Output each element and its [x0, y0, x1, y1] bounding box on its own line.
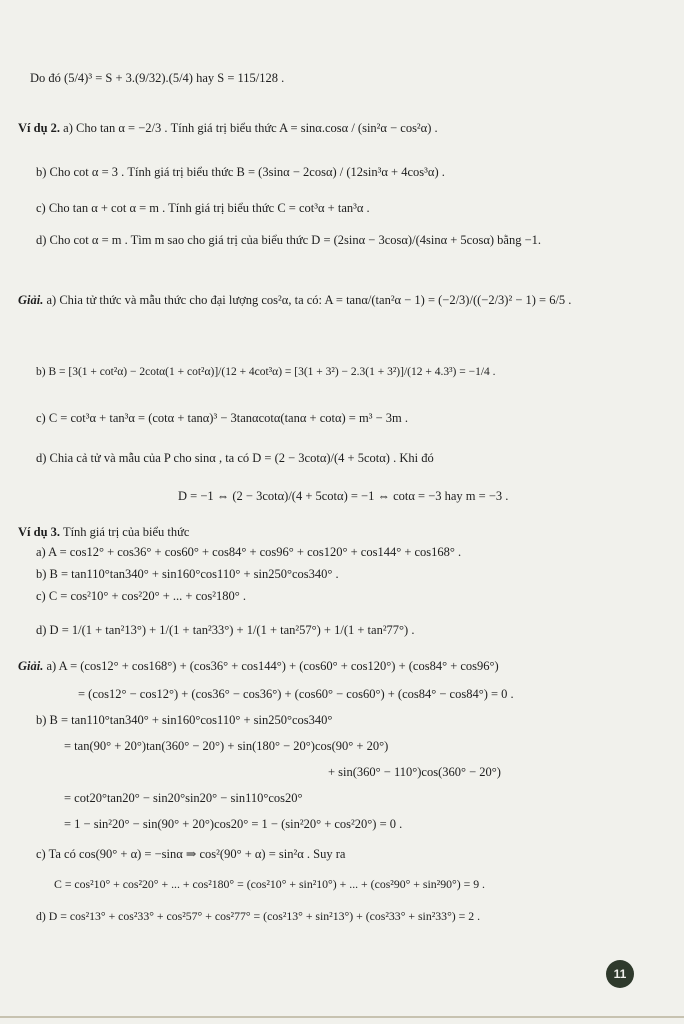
solution-3-b-line2: = tan(90° + 20°)tan(360° − 20°) + sin(180° − 20°)cos(90° + 20°): [64, 739, 389, 753]
example-3-title: Tính giá trị của biểu thức: [62, 525, 190, 539]
solution-3-d: d) D = cos²13° + cos²33° + cos²57° + cos²77° = (cos²13° + sin²13°) + (cos²33° + sin²33°) = 2 .: [36, 909, 481, 923]
example-3-c: c) C = cos²10° + cos²20° + ... + cos²180° .: [36, 589, 246, 603]
solution-2-d: d) Chia cả tử và mẫu của P cho sinα , ta có D = (2 − 3cotα)/(4 + 5cotα) . Khi đó: [36, 451, 434, 465]
solution-3-a-line1: [18, 658, 499, 674]
example-3-label: Ví dụ 3.: [18, 525, 61, 539]
example-2-a-text: a) Cho tan α = −2/3 . Tính giá trị biểu thức A = sinα.cosα / (sin²α − cos²α) .: [63, 121, 438, 135]
example-2-line-a: [18, 120, 438, 136]
solution-3-b-line3: + sin(360° − 110°)cos(360° − 20°): [328, 765, 501, 779]
solution-3-a-text: a) A = (cos12° + cos168°) + (cos36° + cos144°) + (cos60° + cos120°) + (cos84° + cos96°): [46, 659, 499, 673]
solution-2-a: [18, 292, 571, 308]
example-2-c: c) Cho tan α + cot α = m . Tính giá trị biểu thức C = cot³α + tan³α .: [36, 201, 370, 215]
solution-label: Giải.: [18, 293, 44, 307]
example-2-b: b) Cho cot α = 3 . Tính giá trị biểu thức B = (3sinα − 2cosα) / (12sin³α + 4cos³α) .: [36, 165, 445, 179]
solution-2-d-conclusion: D = −1 ⇔ (2 − 3cotα)/(4 + 5cotα) = −1 ⇔ cotα = −3 hay m = −3 .: [178, 489, 509, 503]
solution-2-b: b) B = [3(1 + cot²α) − 2cotα(1 + cot²α)]/(12 + 4cot³α) = [3(1 + 3²) − 2.3(1 + 3²)]/(12 + 4.3³) = −1/4 .: [36, 366, 496, 378]
solution-3-a-line2: = (cos12° − cos12°) + (cos36° − cos36°) + (cos60° − cos60°) + (cos84° − cos84°) = 0 .: [78, 687, 514, 701]
bottom-edge-line: [0, 1016, 684, 1018]
example-3-d: d) D = 1/(1 + tan²13°) + 1/(1 + tan²33°) + 1/(1 + tan²57°) + 1/(1 + tan²77°) .: [36, 623, 415, 637]
example-2-d: d) Cho cot α = m . Tìm m sao cho giá trị của biểu thức D = (2sinα − 3cosα)/(4sinα + 5cosα) bằng −1.: [36, 233, 542, 247]
example-3-b: b) B = tan110°tan340° + sin160°cos110° + sin250°cos340° .: [36, 567, 339, 581]
solution-2-a-text: a) Chia tử thức và mẫu thức cho đại lượng cos²α, ta có: A = tanα/(tan²α − 1) = (−2/3)/((−2/3)² − 1) = 6/5 .: [46, 293, 572, 307]
solution-3-label: Giải.: [18, 659, 44, 673]
solution-3-b-line4: = cot20°tan20° − sin20°sin20° − sin110°cos20°: [64, 791, 303, 805]
solution-3-c-line1: c) Ta có cos(90° + α) = −sinα ⇒ cos²(90° + α) = sin²α . Suy ra: [36, 847, 346, 861]
solution-3-c-line2: C = cos²10° + cos²20° + ... + cos²180° = (cos²10° + sin²10°) + ... + (cos²90° + sin²90°) = 9 .: [54, 877, 486, 891]
example-2-label: Ví dụ 2.: [18, 121, 61, 135]
line-conclusion: Do đó (5/4)³ = S + 3.(9/32).(5/4) hay S = 115/128 .: [30, 71, 285, 85]
solution-2-c: c) C = cot³α + tan³α = (cotα + tanα)³ − 3tanαcotα(tanα + cotα) = m³ − 3m .: [36, 411, 408, 425]
solution-3-b-line5: = 1 − sin²20° − sin(90° + 20°)cos20° = 1 − (sin²20° + cos²20°) = 0 .: [64, 817, 403, 831]
solution-3-b-line1: b) B = tan110°tan340° + sin160°cos110° + sin250°cos340°: [36, 713, 333, 727]
example-3-heading: [18, 524, 189, 540]
page-number-badge: 11: [606, 960, 634, 988]
example-3-a: a) A = cos12° + cos36° + cos60° + cos84° + cos96° + cos120° + cos144° + cos168° .: [36, 545, 462, 559]
